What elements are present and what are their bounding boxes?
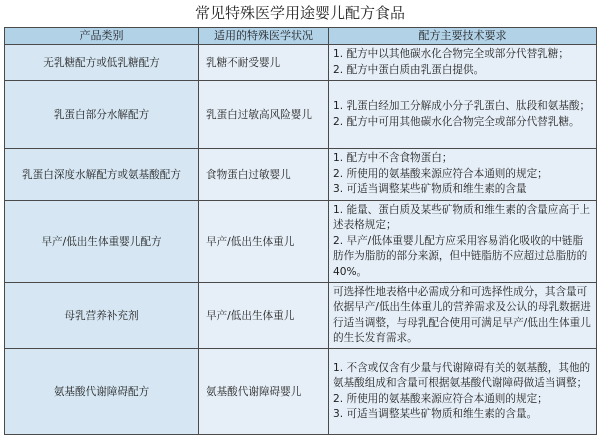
table-row: [5, 45, 597, 81]
requirement-line: 2. 早产/低体重婴儿配方应采用容易消化吸收的中链脂肪作为脂肪的部分来源，但中链脂肪不应超过总脂肪的 40%。: [333, 234, 588, 278]
requirement-line: 1. 配方中不含食物蛋白；: [333, 152, 453, 165]
header-condition: 适用的特殊医学状况: [199, 28, 329, 45]
condition-cell: 早产/低出生体重儿: [199, 283, 329, 349]
requirement-line: 1. 能量、蛋白质及某些矿物质和维生素的含量应高于上述表格规定；: [333, 203, 591, 232]
requirements-cell: [329, 45, 597, 81]
condition-cell: 食物蛋白过敏婴儿: [199, 149, 329, 201]
requirement-line: 3. 可适当调整某些矿物质和维生素的含量: [333, 183, 527, 196]
condition-cell: 乳糖不耐受婴儿: [199, 45, 329, 81]
requirement-line: 2. 所使用的氨基酸来源应符合本通则的规定；: [333, 392, 548, 405]
requirements-cell: [329, 349, 597, 435]
requirement-line: 1. 不含或仅含有少量与代谢障碍有关的氨基酸，其他的氨基酸组成和含量可根据氨基酸代谢障碍做适当调整；: [333, 361, 591, 389]
table-header-row: [5, 28, 597, 45]
table-row: [5, 81, 597, 149]
requirement-line: 3. 可适当调整某些矿物质和维生素的含量。: [333, 408, 538, 420]
requirement-line: 2. 配方中可用其他碳水化合物完全或部分代替乳糖。: [333, 115, 580, 128]
document-title: 常见特殊医学用途婴儿配方食品: [194, 4, 405, 22]
category-cell: 无乳糖配方或低乳糖配方: [5, 45, 199, 81]
requirement-line: 2. 所使用的氨基酸来源应符合本通则的规定；: [333, 167, 548, 180]
category-cell: 乳蛋白深度水解配方或氨基酸配方: [5, 149, 199, 201]
table-row: [5, 201, 597, 283]
requirement-line: 1. 乳蛋白经加工分解成小分子乳蛋白、肽段和氨基酸；: [333, 100, 591, 112]
category-cell: 氨基酸代谢障碍配方: [5, 349, 199, 435]
category-cell: 乳蛋白部分水解配方: [5, 81, 199, 149]
table-row: [5, 283, 597, 349]
requirements-cell: [329, 149, 597, 201]
header-category: 产品类别: [5, 28, 199, 45]
requirements-cell: [329, 81, 597, 149]
requirement-line: 2. 配方中蛋白质由乳蛋白提供。: [333, 63, 485, 76]
category-cell: 早产/低出生体重婴儿配方: [5, 201, 199, 283]
condition-cell: 乳蛋白过敏高风险婴儿: [199, 81, 329, 149]
requirement-line: 可选择性地表格中必需成分和可选择性成分，其含量可依据早产/低出生体重儿的营养需求及公认的母乳数据进行适当调整，与母乳配合使用可满足早产/低出生体重儿的生长发育需求。: [333, 285, 591, 344]
header-requirements: 配方主要技术要求: [329, 28, 597, 45]
condition-cell: 氨基酸代谢障碍婴儿: [199, 349, 329, 435]
requirement-line: 1. 配方中以其他碳水化合物完全或部分代替乳糖；: [333, 48, 569, 60]
requirements-cell: [329, 283, 597, 349]
requirements-cell: [329, 201, 597, 283]
table-row: [5, 149, 597, 201]
condition-cell: 早产/低出生体重儿: [199, 201, 329, 283]
table-row: [5, 349, 597, 435]
formula-table: [4, 27, 597, 435]
category-cell: 母乳营养补充剂: [5, 283, 199, 349]
